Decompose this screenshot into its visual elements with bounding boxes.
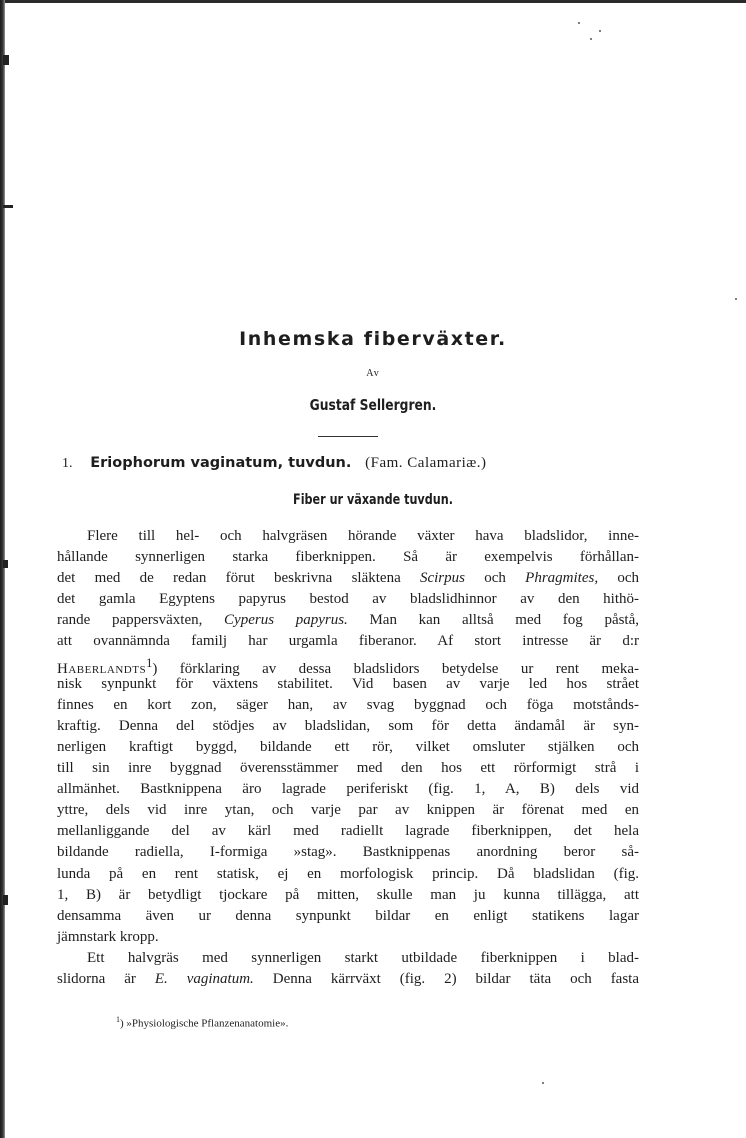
scan-left-edge bbox=[0, 0, 5, 1138]
body-line: yttre, dels vid inre ytan, och varje par av knippen är förenat med en bbox=[57, 802, 639, 819]
body-line: Flere till hel- och halvgräsen hörande växter hava bladslidor, inne- bbox=[87, 528, 639, 544]
scan-dust bbox=[735, 298, 737, 300]
author-name: Gustaf Sellergren. bbox=[309, 396, 437, 414]
footnote-mark: 1 bbox=[116, 1015, 120, 1024]
genus-phragmites: Phragmites, bbox=[525, 570, 599, 587]
body-line-text: rande pappersväxten, bbox=[57, 612, 203, 629]
scan-mark bbox=[3, 560, 8, 568]
conjunction: och bbox=[617, 570, 639, 587]
body-line: bildande radiella, I-formiga »stag». Bastknippenas anordning beror så- bbox=[57, 844, 639, 861]
scan-dust bbox=[578, 22, 580, 24]
byline: Av bbox=[366, 368, 380, 379]
scan-mark bbox=[3, 895, 8, 905]
body-line: Haberlandts$^1$) förklaring av dessa bladslidors betydelse ur rent meka- bbox=[57, 655, 639, 677]
body-line: jämnstark kropp. bbox=[57, 928, 159, 945]
body-line: densamma även ur denna synpunkt bildar en enligt statikens lagar bbox=[57, 907, 639, 924]
body-line-text: Man kan alltså med fog påstå, bbox=[369, 612, 640, 629]
body-line bbox=[57, 568, 639, 589]
divider-rule bbox=[318, 436, 378, 437]
body-line: det gamla Egyptens papyrus bestod av bladslidhinnor av den hithö- bbox=[57, 591, 639, 608]
body-line: mellanliggande del av kärl med radiellt lagrade fiberknippen, det hela bbox=[57, 823, 639, 840]
body-line-text: det med de redan förut beskrivna släktena bbox=[57, 570, 401, 587]
scan-top-edge bbox=[0, 0, 746, 3]
body-line bbox=[57, 610, 639, 631]
scan-dust bbox=[599, 30, 601, 32]
scan-mark bbox=[3, 205, 13, 208]
body-line-text: Denna kärrväxt (fig. 2) bildar täta och fasta bbox=[272, 970, 640, 987]
conjunction: och bbox=[484, 570, 506, 587]
body-line bbox=[57, 969, 639, 990]
footnote-text: ) »Physiologische Pflanzenanatomie». bbox=[120, 1017, 289, 1030]
species-e-vaginatum: E. vaginatum. bbox=[154, 970, 254, 987]
family-name: (Fam. Calamariæ.) bbox=[365, 455, 487, 471]
body-text bbox=[57, 526, 639, 990]
species-cyperus: Cyperus papyrus. bbox=[224, 612, 348, 629]
author-reference: Haberlandts bbox=[57, 660, 147, 677]
body-line: lunda på en rent statisk, ej en morfologisk princip. Då bladslidan (fig. bbox=[57, 865, 639, 882]
body-line: nerligen kraftigt byggd, bildande ett rör, vilket omsluter stjälken och bbox=[57, 738, 639, 755]
footnote bbox=[116, 1015, 288, 1030]
body-line: finnes en kort zon, säger han, av svag byggnad och föga motstånds- bbox=[57, 696, 639, 713]
species-name: Eriophorum vaginatum, tuvdun. bbox=[90, 455, 352, 471]
body-line: till sin inre byggnad överensstämmer med den hos ett rörformigt strå i bbox=[57, 760, 639, 777]
section-number: 1. bbox=[62, 456, 73, 471]
scan-dust bbox=[590, 38, 592, 40]
body-line: Ett halvgräs med synnerligen starkt utbildade fiberknippen i blad- bbox=[87, 949, 639, 966]
body-line: 1, B) är betydligt tjockare på mitten, skulle man ju kunna tillägga, att bbox=[57, 886, 639, 903]
genus-scirpus: Scirpus bbox=[419, 570, 465, 587]
body-line-text: förklaring av dessa bladslidors betydelse ur rent meka- bbox=[179, 660, 639, 677]
section-heading bbox=[62, 455, 702, 472]
body-line: hållande synnerligen starka fiberknippen. Så är exempelvis förhållan- bbox=[57, 549, 639, 566]
scan-mark bbox=[3, 55, 9, 65]
body-line: kraftig. Denna del stödjes av bladslidan, som för detta ändamål är syn- bbox=[57, 717, 639, 734]
body-line: nisk synpunkt för växtens stabilitet. Vid basen av varje led hos strået bbox=[57, 675, 639, 692]
body-line: allmänhet. Bastknippena äro lagrade periferiskt (fig. 1, A, B) dels vid bbox=[57, 781, 639, 798]
footnote-marker: 1 bbox=[146, 655, 153, 670]
scan-dust bbox=[542, 1082, 544, 1084]
body-line: att ovannämnda familj har urgamla fiberanor. Af stort intresse är d:r bbox=[57, 633, 639, 650]
body-line-text: slidorna är bbox=[57, 970, 136, 987]
subheading: Fiber ur växande tuvdun. bbox=[293, 492, 453, 508]
article-title: Inhemska fiberväxter. bbox=[239, 328, 507, 350]
